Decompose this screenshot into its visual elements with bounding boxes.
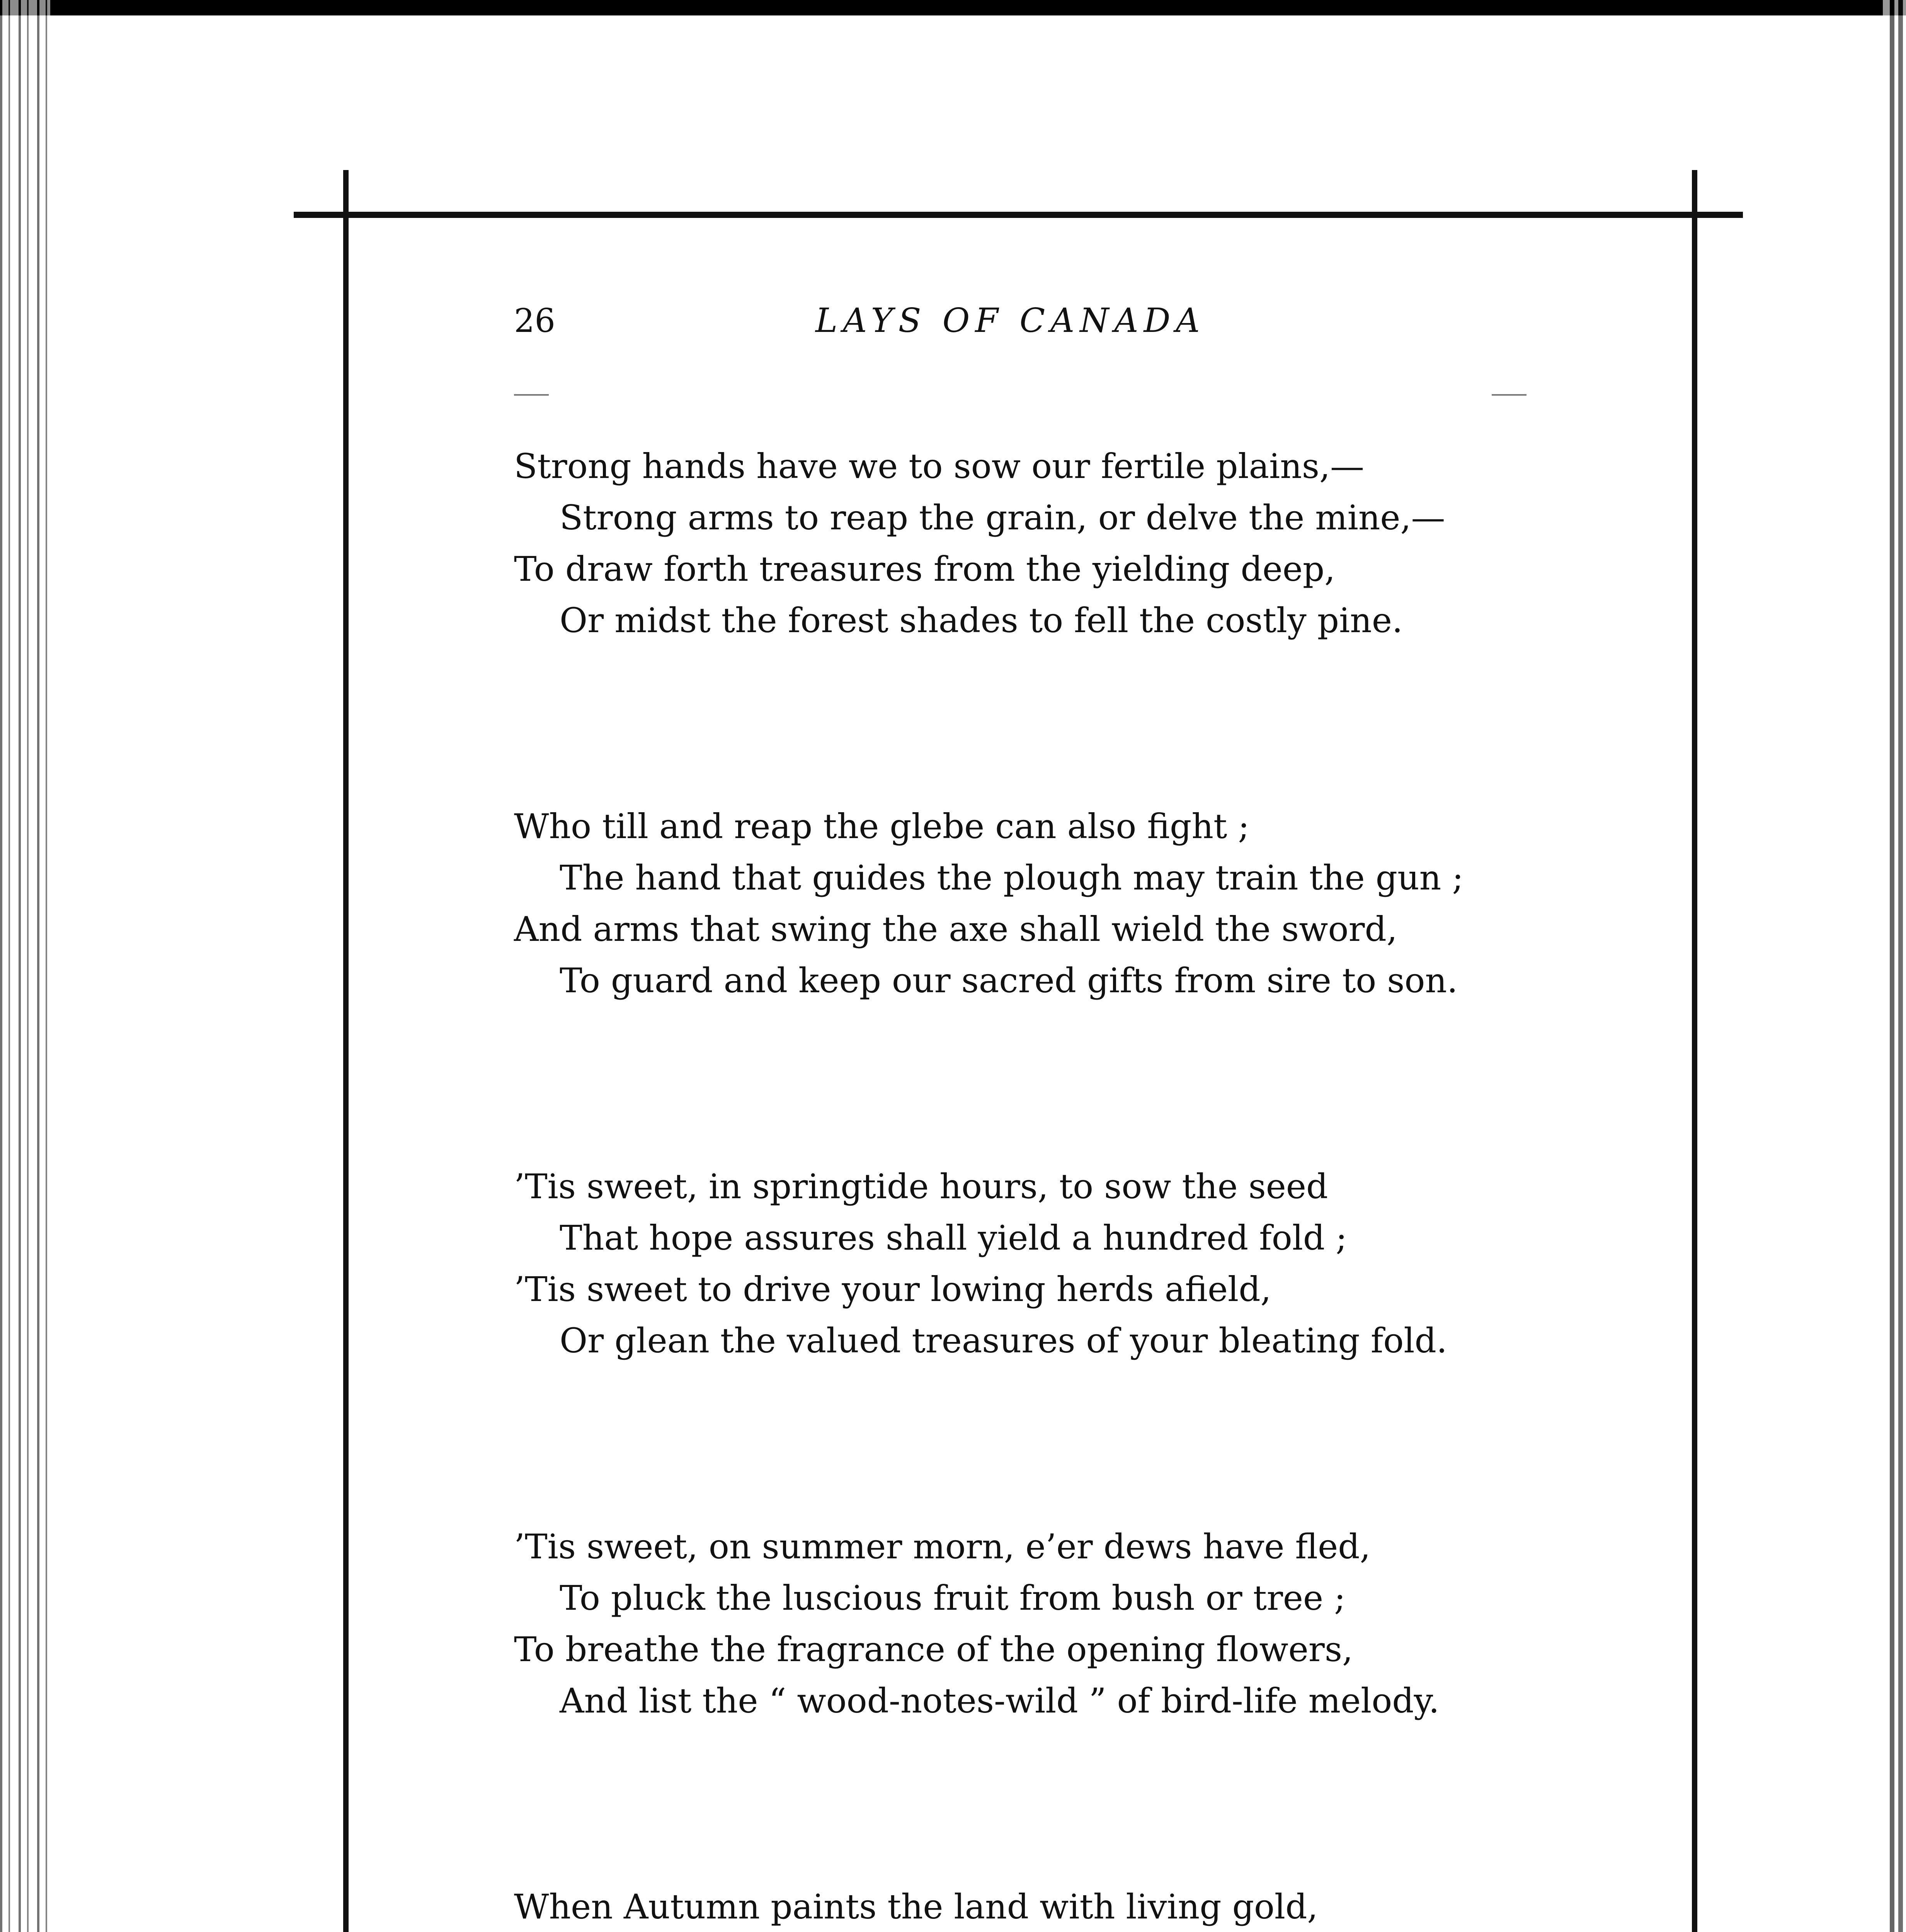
poem-line: To draw forth treasures from the yielding deep, [514, 549, 1336, 589]
poem-line: To breathe the fragrance of the opening flowers, [514, 1629, 1353, 1669]
stanza [514, 1521, 1534, 1726]
stanza [514, 1161, 1534, 1366]
poem-line: The hand that guides the plough may train the gun ; [560, 858, 1464, 898]
stanza [514, 801, 1534, 1006]
poem-line: ’Tis sweet, on summer morn, e’er dews have fled, [514, 1527, 1371, 1566]
poem-line: Strong arms to reap the grain, or delve the mine,— [560, 498, 1445, 537]
poem-line: That hope assures shall yield a hundred fold ; [560, 1218, 1347, 1258]
poem-line: ’Tis sweet to drive your lowing herds afield, [514, 1269, 1271, 1309]
poem-line: When Autumn paints the land with living gold, [514, 1887, 1318, 1927]
poem-body [514, 440, 1534, 1932]
header-dash-right [1492, 394, 1527, 396]
border-top-rule [294, 212, 1743, 218]
border-left-rule [343, 170, 349, 1932]
header-dash-left [514, 394, 549, 396]
scan-edge-left [0, 0, 50, 1932]
poem-line: Or glean the valued treasures of your bleating fold. [560, 1321, 1447, 1361]
stanza [514, 1881, 1534, 1932]
poem-line: To pluck the luscious fruit from bush or tree ; [560, 1578, 1346, 1618]
poem-line: Who till and reap the glebe can also fight ; [514, 806, 1250, 846]
poem-line: To guard and keep our sacred gifts from sire to son. [560, 961, 1458, 1000]
scan-edge-right [1883, 0, 1906, 1932]
poem-line: Or midst the forest shades to fell the costly pine. [560, 600, 1403, 640]
poem-line: And arms that swing the axe shall wield the sword, [514, 909, 1397, 949]
poem-line: And list the “ wood-notes-wild ” of bird-life melody. [560, 1681, 1440, 1721]
scan-edge-top [0, 0, 1906, 15]
border-right-rule [1692, 170, 1697, 1932]
page-number: 26 [514, 302, 555, 340]
running-head [514, 294, 1527, 348]
running-title: LAYS OF CANADA [815, 301, 1205, 340]
poem-line: ’Tis sweet, in springtide hours, to sow the seed [514, 1167, 1328, 1206]
poem-line: Strong hands have we to sow our fertile plains,— [514, 446, 1364, 486]
stanza [514, 440, 1534, 646]
